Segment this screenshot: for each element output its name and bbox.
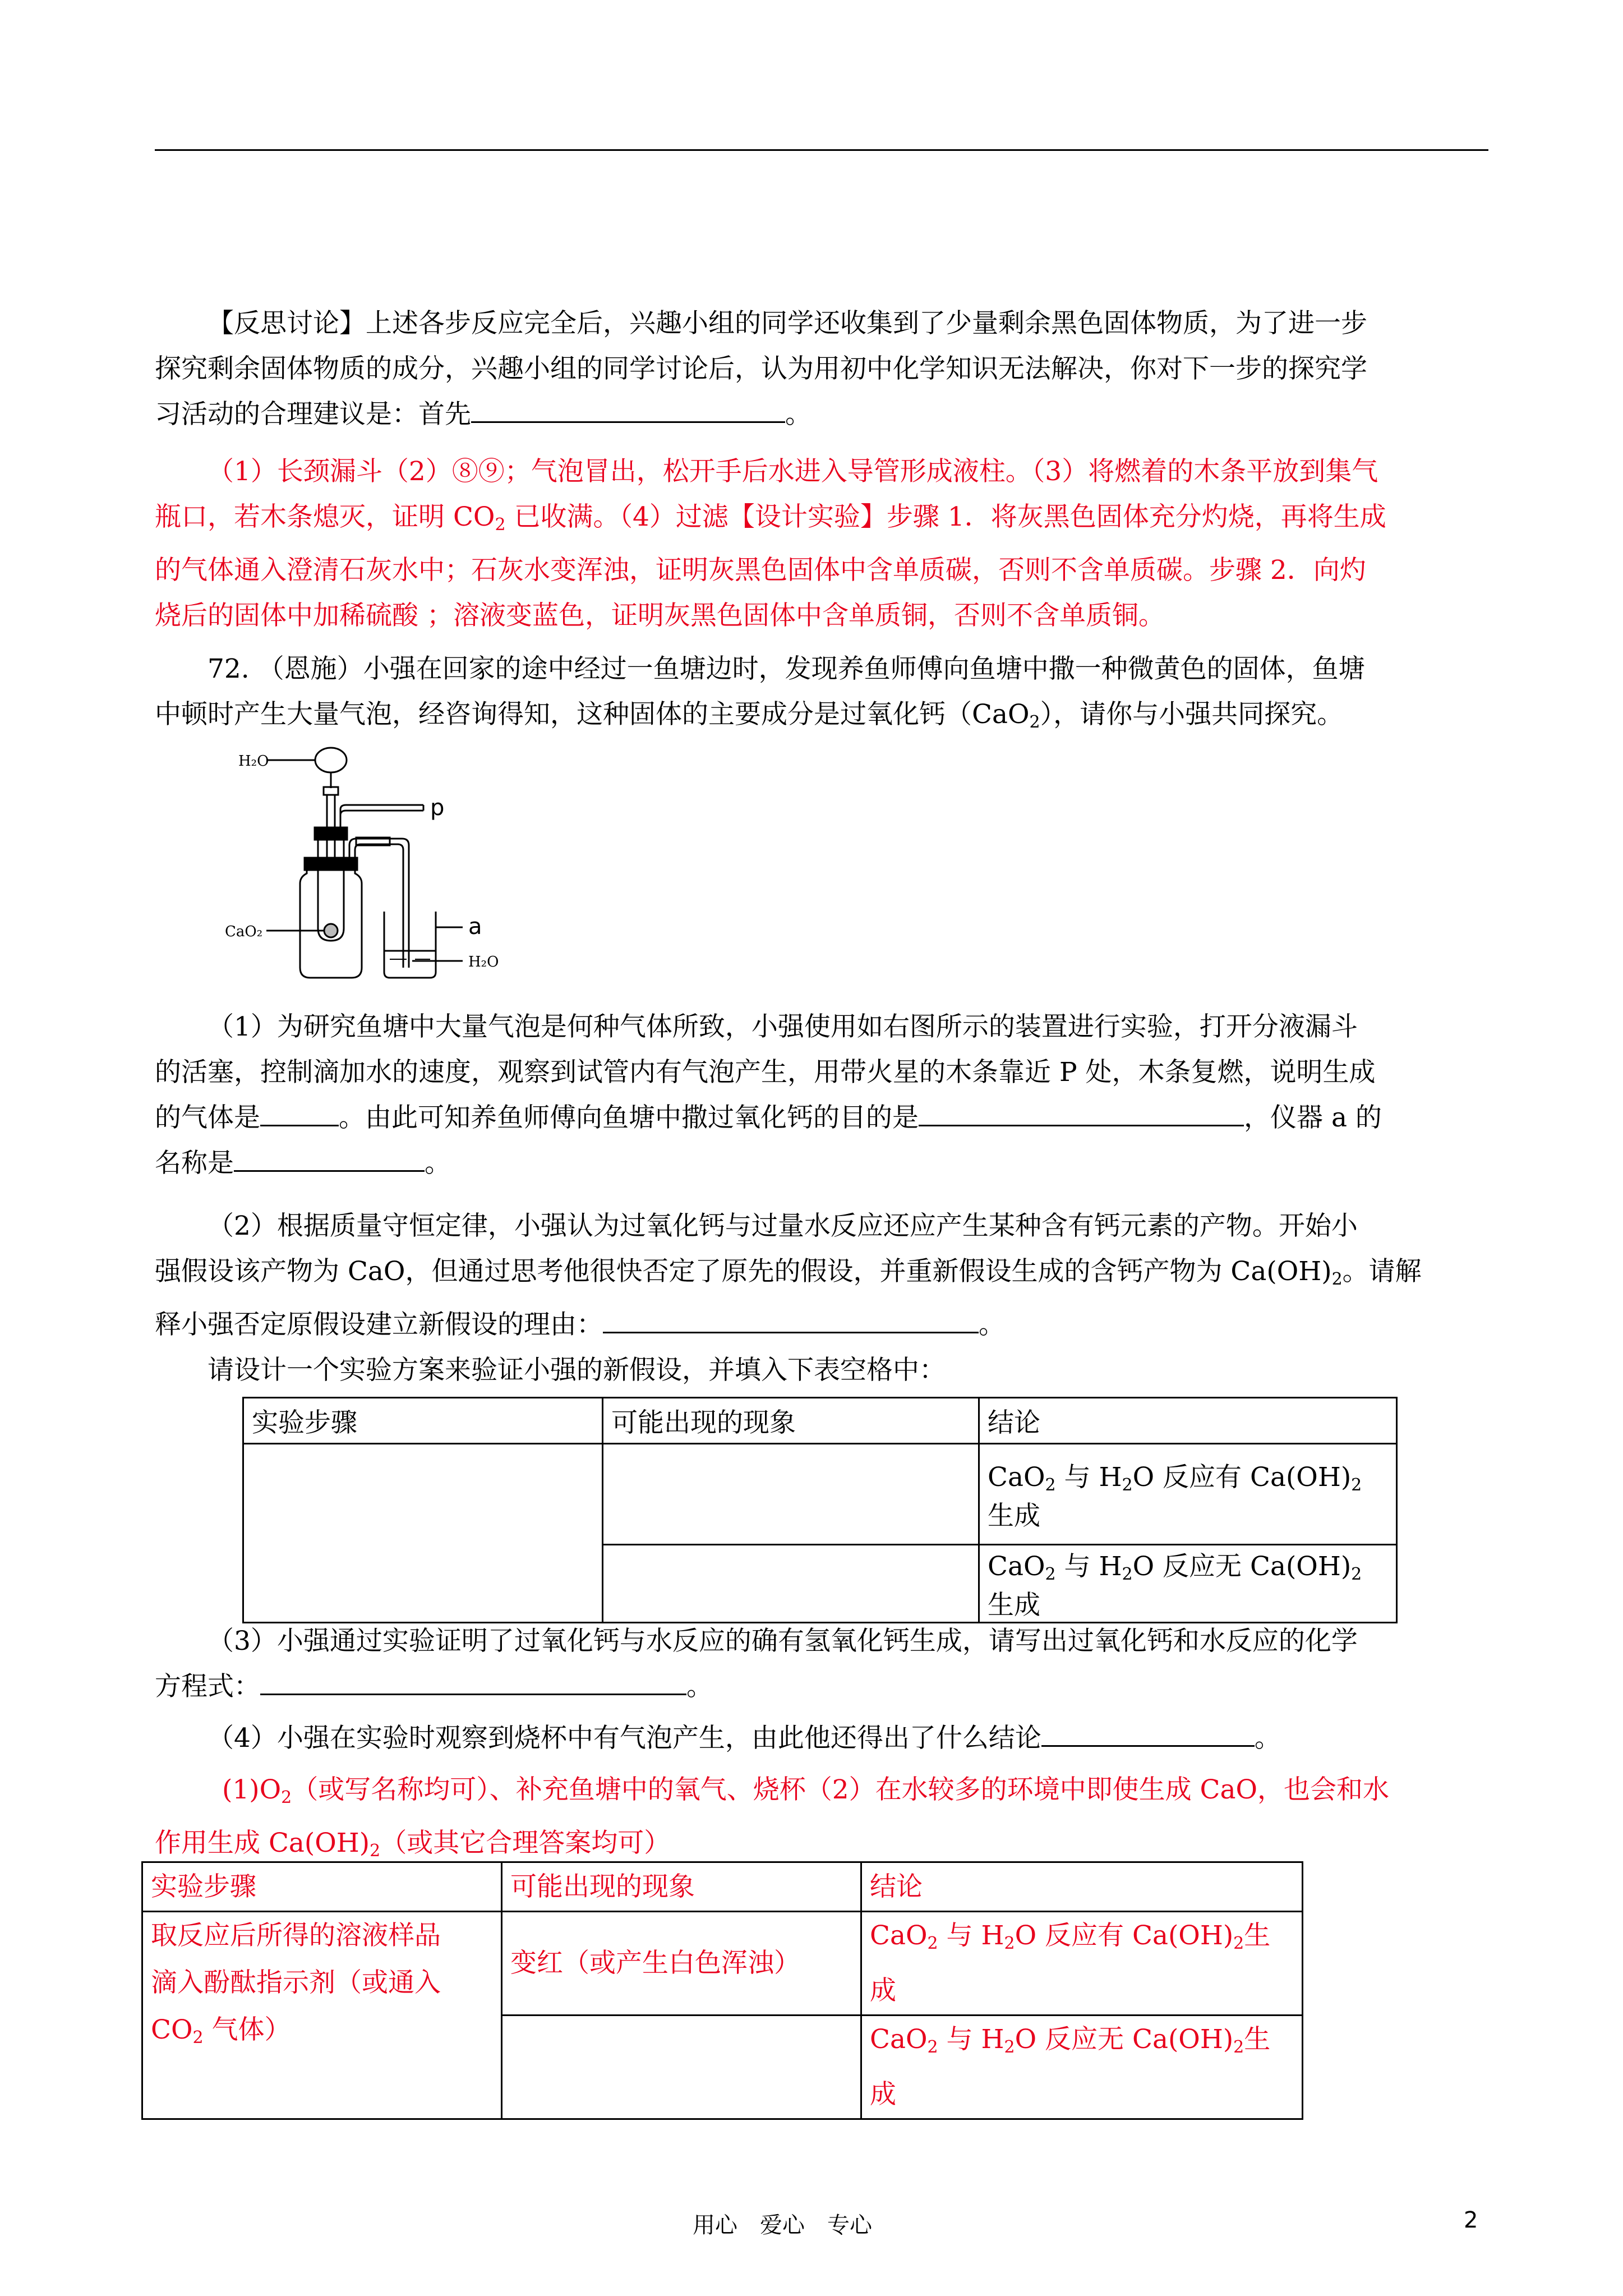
q3-line-1: （3）小强通过实验证明了过氧化钙与水反应的确有氢氧化钙生成，请写出过氧化钙和水反应的化学: [208, 1626, 1358, 1657]
conclusion-text: 与 H: [938, 2024, 1004, 2055]
table-header-row: [243, 1398, 1397, 1444]
purpose-answer-blank[interactable]: [919, 1097, 1244, 1126]
table-row: [142, 1912, 1303, 2016]
step-line: [151, 2007, 493, 2062]
header-cell: 可能出现的现象: [603, 1398, 979, 1444]
subscript: 2: [927, 2037, 938, 2057]
q1-line-4: [155, 1140, 1488, 1186]
q4-line-1a: （4）小强在实验时观察到烧杯中有气泡产生，由此他还得出了什么结论: [208, 1723, 1041, 1754]
answer1-line-1: （1）长颈漏斗（2）⑧⑨；气泡冒出，松开手后水进入导管形成液柱。（3）将燃着的木条平放到集气: [208, 456, 1378, 487]
step-text: 气体）: [203, 2014, 291, 2045]
label-cao2: CaO₂: [225, 923, 263, 940]
q3-line-2a: 方程式：: [155, 1671, 260, 1702]
reason-answer-blank[interactable]: [603, 1304, 979, 1333]
subscript: 2: [1004, 1934, 1015, 1953]
header-cell: 可能出现的现象: [502, 1862, 861, 1912]
subscript: 2: [1233, 2037, 1244, 2057]
q72-subscript: 2: [1029, 712, 1040, 732]
equation-answer-blank[interactable]: [260, 1665, 686, 1695]
label-h2o-bottom: H₂O: [468, 954, 499, 970]
q4-line-1: [155, 1715, 1488, 1761]
q2-line-2: [155, 1249, 1488, 1302]
conclusion-text: 与 H: [1055, 1461, 1122, 1493]
answer-block-2: [155, 1767, 1488, 1874]
label-p: p: [430, 795, 445, 821]
conclusion-text: O 反应无 Ca(OH): [1132, 1551, 1352, 1582]
step-cell: [142, 1912, 502, 2119]
conclusion-text: CaO: [870, 1920, 928, 1951]
conclusion-text: 生成: [870, 1920, 1271, 2006]
experiment-table: [242, 1397, 1398, 1623]
conclusion-text: 与 H: [1055, 1551, 1122, 1582]
conclusion-text: O 反应有 Ca(OH): [1015, 1920, 1234, 1951]
answer2-line-1a: (1)O: [222, 1774, 282, 1805]
subscript: 2: [927, 1934, 938, 1953]
q1-line-4b: 。: [425, 1148, 451, 1179]
q2-line-3b: 。: [979, 1309, 1005, 1340]
q4-line-1b: 。: [1254, 1723, 1281, 1754]
cao2-solid: [324, 924, 338, 937]
conclusion-cell: [979, 1444, 1397, 1545]
q3-line-2b: 。: [686, 1671, 713, 1702]
question-4: [155, 1715, 1488, 1761]
phenomenon-cell: 变红（或产生白色浑浊）: [502, 1912, 861, 2016]
q2-subscript: 2: [1331, 1269, 1343, 1289]
phenomenon-cell-empty[interactable]: [603, 1545, 979, 1623]
conclusion-text: 生成: [988, 1500, 1040, 1531]
q72-line-2b: ），请你与小强共同探究。: [1040, 699, 1344, 730]
conclusion-text: CaO: [988, 1551, 1045, 1582]
q2-line-2a: 强假设该产物为 CaO，但通过思考他很快否定了原先的假设，并重新假设生成的含钙产物为 Ca(OH): [155, 1256, 1332, 1287]
q2-line-3a: 释小强否定原假设建立新假设的理由：: [155, 1309, 603, 1340]
subscript: 2: [1045, 1565, 1056, 1584]
q2-line-3: [155, 1302, 1488, 1347]
step-cell-empty[interactable]: [243, 1444, 603, 1623]
instrument-answer-blank[interactable]: [234, 1142, 425, 1172]
header-cell: 实验步骤: [243, 1398, 603, 1444]
step-text: CO: [151, 2014, 193, 2045]
conclusion-text: CaO: [870, 2024, 928, 2055]
label-a: a: [468, 914, 482, 940]
subscript: 2: [1122, 1565, 1133, 1584]
subscript: 2: [1004, 2037, 1015, 2057]
answer2-line-1: [155, 1767, 1488, 1820]
q1-line-4a: 名称是: [155, 1148, 234, 1179]
table-row: [243, 1444, 1397, 1545]
q3-line-2: [155, 1664, 1488, 1709]
conclusion-text: CaO: [988, 1461, 1045, 1493]
subscript: 2: [1045, 1475, 1056, 1495]
answer2-line-2b: （或其它合理答案均可）: [380, 1828, 671, 1858]
subscript: 2: [1351, 1565, 1362, 1584]
header-rule: [155, 149, 1488, 151]
question-2: [155, 1203, 1488, 1393]
apparatus-figure: [222, 743, 547, 990]
label-h2o-top: H₂O: [238, 753, 269, 770]
q72-line-2: [155, 692, 1488, 745]
question-3: [155, 1618, 1488, 1709]
question-1: [155, 1004, 1488, 1186]
answer1-line-2: [155, 494, 1488, 547]
q2-line-2b: 。请解: [1342, 1256, 1422, 1287]
answer2-subscript: 2: [370, 1841, 381, 1861]
conclusion-text: O 反应无 Ca(OH): [1015, 2024, 1234, 2055]
answer-table: [141, 1861, 1303, 2120]
subscript: 2: [1122, 1475, 1133, 1495]
step-line: 滴入酚酞指示剂（或通入: [151, 1967, 441, 1998]
conclusion-cell: [861, 1912, 1303, 2016]
header-cell: 实验步骤: [142, 1862, 502, 1912]
subscript: 2: [192, 2028, 204, 2047]
answer-blank[interactable]: [471, 393, 785, 423]
answer2-line-2a: 作用生成 Ca(OH): [155, 1828, 370, 1858]
conclusion-text: O 反应有 Ca(OH): [1132, 1461, 1352, 1493]
answer1-line-2b: 已收满。（4）过滤【设计实验】步骤 1．将灰黑色固体充分灼烧，再将生成: [505, 501, 1386, 532]
conclusion-cell: [979, 1545, 1397, 1623]
gas-answer-blank[interactable]: [260, 1097, 339, 1126]
page-number: 2: [1464, 2207, 1478, 2233]
answer1-subscript: 2: [495, 515, 506, 535]
test-tube-stopper: [315, 827, 347, 840]
funnel-stopcock: [324, 787, 338, 795]
subscript: 2: [1233, 1934, 1244, 1953]
q1-line-2: 的活塞，控制滴加水的速度，观察到试管内有气泡产生，用带火星的木条靠近 P 处，木条复燃，说明生成: [155, 1057, 1376, 1088]
reflection-paragraph: [155, 301, 1488, 437]
q1-line-3a: 的气体是: [155, 1102, 260, 1133]
q1-line-3b: 。由此可知养鱼师傅向鱼塘中撒过氧化钙的目的是: [339, 1102, 919, 1133]
conclusion-answer-blank[interactable]: [1041, 1717, 1255, 1747]
phenomenon-cell-empty[interactable]: [603, 1444, 979, 1545]
conclusion-text: 生成: [988, 1590, 1040, 1621]
answer1-line-4: 烧后的固体中加稀硫酸 ；溶液变蓝色，证明灰黑色固体中含单质铜，否则不含单质铜。: [155, 600, 1165, 631]
table-header-row: [142, 1862, 1303, 1912]
conclusion-cell: [861, 2016, 1303, 2119]
conclusion-text: 与 H: [938, 1920, 1004, 1951]
reflection-line-3: [155, 392, 1488, 437]
reflection-line-3-end: 。: [785, 399, 811, 430]
beaker: [384, 912, 436, 978]
footer-motto: 用心 爱心 专心: [693, 2212, 872, 2238]
reflection-line-2: 探究剩余固体物质的成分，兴趣小组的同学讨论后，认为用初中化学知识无法解决，你对下一步的探究学: [155, 353, 1367, 384]
conclusion-text: 生成: [870, 2024, 1271, 2110]
header-cell: 结论: [861, 1862, 1303, 1912]
answer2-subscript: 2: [281, 1788, 292, 1807]
question-72: [155, 646, 1488, 745]
q72-line-2a: 中顿时产生大量气泡，经咨询得知，这种固体的主要成分是过氧化钙（CaO: [155, 699, 1030, 730]
phenomenon-cell-empty: [502, 2016, 861, 2119]
step-line: 取反应后所得的溶液样品: [151, 1920, 441, 1951]
header-cell: 结论: [979, 1398, 1397, 1444]
reflection-line-1: 【反思讨论】上述各步反应完全后，兴趣小组的同学还收集到了少量剩余黑色固体物质，为了进一步: [208, 308, 1367, 339]
q72-line-1: 72. （恩施）小强在回家的途中经过一鱼塘边时，发现养鱼师傅向鱼塘中撒一种微黄色的固体，鱼塘: [208, 654, 1365, 684]
answer2-line-1b: （或写名称均可）、补充鱼塘中的氧气、烧杯（2）在水较多的环境中即使生成 CaO，也会和水: [292, 1774, 1390, 1805]
subscript: 2: [1351, 1475, 1362, 1495]
q1-line-3c: ，仪器 a 的: [1244, 1102, 1382, 1133]
q2-line-1: （2）根据质量守恒定律，小强认为过氧化钙与过量水反应还应产生某种含有钙元素的产物。开始小: [208, 1211, 1358, 1241]
q1-line-1: （1）为研究鱼塘中大量气泡是何种气体所致，小强使用如右图所示的装置进行实验，打开分液漏斗: [208, 1011, 1358, 1042]
bottle-stopper: [305, 858, 357, 870]
reflection-line-3-text: 习活动的合理建议是：首先: [155, 399, 471, 430]
separatory-funnel-bulb: [315, 748, 347, 772]
wide-mouth-bottle: [300, 868, 362, 978]
answer1-line-3: 的气体通入澄清石灰水中；石灰水变浑浊，证明灰黑色固体中含单质碳，否则不含单质碳。步骤 2．向灼: [155, 555, 1366, 586]
answer-block-1: [155, 449, 1488, 638]
q2-line-4: 请设计一个实验方案来验证小强的新假设，并填入下表空格中：: [208, 1355, 946, 1386]
answer1-line-2a: 瓶口，若木条熄灭，证明 CO: [155, 501, 495, 532]
q1-line-3: [155, 1095, 1488, 1140]
